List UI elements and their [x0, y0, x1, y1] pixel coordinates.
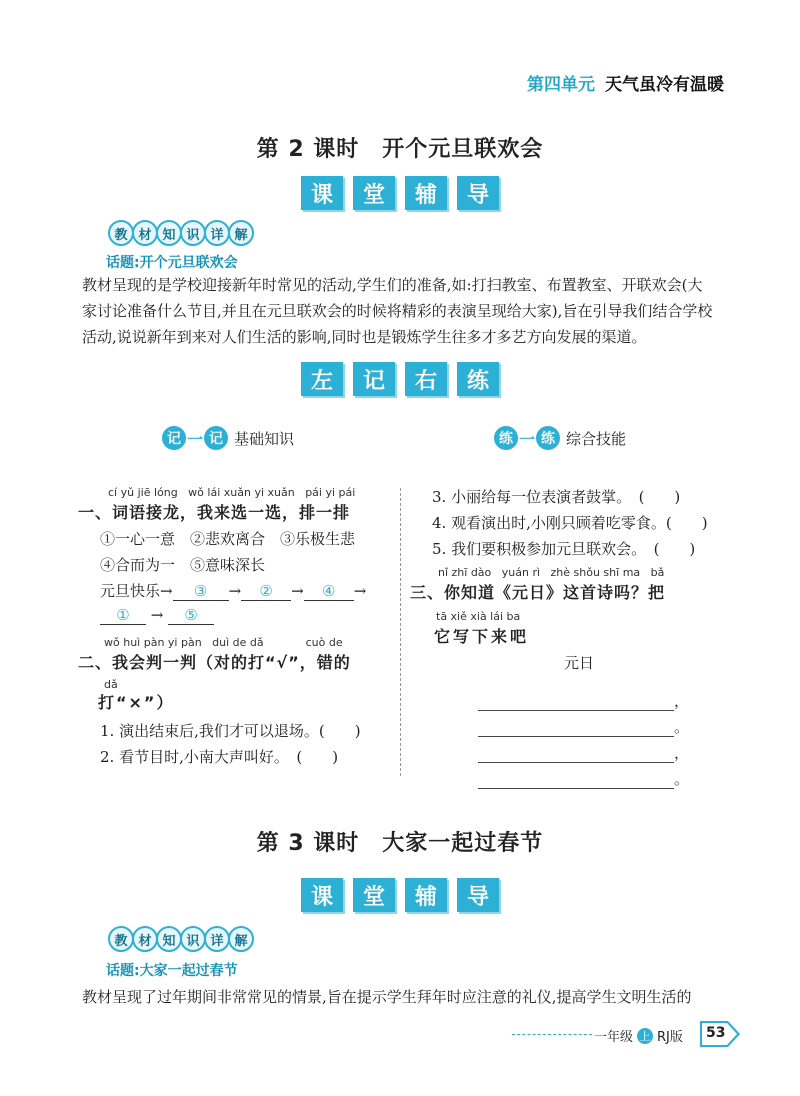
banner-char: 右: [405, 362, 447, 396]
left-column-label: 基础知识: [234, 429, 295, 448]
poem-line-4[interactable]: [478, 768, 689, 789]
banner-char: 堂: [353, 176, 395, 210]
paragraph-line: 活动,说说新年到来对人们生活的影响,同时也是锻炼学生往多才多艺方向发展的渠道。: [82, 328, 647, 346]
poem-line-1[interactable]: [478, 690, 689, 711]
page-number-text: 53: [706, 1025, 726, 1041]
banner-char: 左: [301, 362, 343, 396]
unit-title: 天气虽冷有温暖: [605, 75, 724, 95]
badge-char: 材: [132, 926, 158, 952]
footer-dash-line: [512, 1034, 592, 1035]
badge-char: 记: [204, 426, 228, 450]
lesson3-paragraph: 教材呈现了过年期间非常常见的情景,旨在提示学生拜年时应注意的礼仪,提高学生文明生活的: [82, 988, 692, 1006]
unit-number: 第四单元: [527, 75, 595, 95]
grade-label: 一年级: [594, 1030, 634, 1045]
lesson2-title: 第 2 课时 开个元旦联欢会: [256, 137, 544, 162]
banner-char: 练: [457, 362, 499, 396]
q2-item: 1. 演出结束后,我们才可以退场。( ): [100, 722, 361, 740]
right-column-label: 综合技能: [566, 429, 627, 448]
poem-punct: 。: [674, 770, 690, 788]
q3-heading: 三、你知道《元日》这首诗吗？把: [410, 583, 666, 602]
badge-char: 知: [156, 926, 182, 952]
poem-punct: ，: [674, 744, 690, 762]
badge-dash: 一: [187, 429, 204, 449]
q1-options-line2: ④合而为一 ⑤意味深长: [100, 556, 266, 574]
banner-char: 导: [457, 176, 499, 210]
badge-char: 解: [228, 926, 254, 952]
column-divider: [400, 488, 401, 776]
banner-char: 辅: [405, 878, 447, 912]
badge-char: 详: [204, 220, 230, 246]
write-line[interactable]: [478, 788, 674, 789]
q2-pinyin2: dǎ: [104, 678, 118, 691]
badge-char: 练: [494, 426, 518, 450]
paragraph-line: 教材呈现的是学校迎接新年时常见的活动,学生们的准备,如:打扫教室、布置教室、开联欢会(大: [82, 276, 703, 294]
section-badge: [108, 926, 252, 952]
badge-char: 记: [162, 426, 186, 450]
answer-blank[interactable]: ③: [173, 582, 229, 601]
q1-chain-row2: ① → ⑤: [100, 606, 214, 625]
badge-char: 详: [204, 926, 230, 952]
banner-char: 导: [457, 878, 499, 912]
q2-pinyin: wǒ huì pàn yi pàn duì de dǎ cuò de: [104, 636, 343, 649]
answer-blank[interactable]: ②: [241, 582, 291, 601]
page-number: [700, 1021, 740, 1047]
q2-heading2: 打“×”）: [98, 693, 175, 712]
banner-char: 辅: [405, 176, 447, 210]
banner-char: 堂: [353, 878, 395, 912]
q2-item: 2. 看节目时,小南大声叫好。 ( ): [100, 748, 339, 766]
answer-blank[interactable]: ⑤: [168, 606, 214, 625]
lesson2-paragraph: [82, 272, 724, 350]
q1-heading: 一、词语接龙，我来选一选，排一排: [78, 503, 351, 522]
lesson3-topic: 话题:大家一起过春节: [106, 963, 238, 979]
section-badge: [108, 220, 252, 246]
q1-pinyin: cí yǔ jiē lóng wǒ lái xuǎn yi xuǎn pái yi pái: [108, 486, 356, 499]
left-column-badge: [162, 426, 294, 450]
badge-char: 识: [180, 220, 206, 246]
lesson2-topic: 话题:开个元旦联欢会: [106, 255, 238, 271]
footer-grade: [594, 1026, 683, 1045]
write-line[interactable]: [478, 736, 674, 737]
badge-char: 教: [108, 926, 134, 952]
poem-line-2[interactable]: [478, 716, 689, 737]
badge-char: 教: [108, 220, 134, 246]
badge-char: 材: [132, 220, 158, 246]
banner-char: 课: [301, 878, 343, 912]
unit-header: [527, 70, 724, 95]
chain-start: 元旦快乐→: [100, 582, 173, 600]
lesson3-title: 第 3 课时 大家一起过春节: [256, 831, 544, 856]
write-line[interactable]: [478, 710, 674, 711]
q3-heading2: 它写下来吧: [434, 627, 530, 646]
q3-pinyin2: tā xiě xià lái ba: [436, 610, 521, 623]
q3-pinyin: nǐ zhī dào yuán rì zhè shǒu shī ma bǎ: [438, 566, 665, 579]
q1-chain-row1: 元旦快乐→ ③ → ② → ④ →: [100, 582, 367, 600]
badge-dash: 一: [519, 429, 536, 449]
write-line[interactable]: [478, 762, 674, 763]
lesson3-banner: [0, 878, 800, 912]
lesson2-banner: [0, 176, 800, 210]
badge-char: 知: [156, 220, 182, 246]
practice-banner: [0, 362, 800, 396]
poem-punct: 。: [674, 718, 690, 736]
poem-punct: ，: [674, 692, 690, 710]
badge-char: 练: [536, 426, 560, 450]
q2-item: 5. 我们要积极参加元旦联欢会。 ( ): [432, 540, 696, 558]
banner-char: 记: [353, 362, 395, 396]
answer-blank[interactable]: ①: [100, 606, 146, 625]
edition-label: RJ版: [657, 1030, 683, 1045]
answer-blank[interactable]: ④: [304, 582, 354, 601]
poem-title: 元日: [564, 654, 595, 672]
q2-heading: 二、我会判一判（对的打“√”，错的: [78, 653, 351, 672]
q2-item: 3. 小丽给每一位表演者鼓掌。 ( ): [432, 488, 681, 506]
poem-line-3[interactable]: [478, 742, 689, 763]
right-column-badge: [494, 426, 626, 450]
banner-char: 课: [301, 176, 343, 210]
badge-char: 识: [180, 926, 206, 952]
term-badge: 上: [637, 1028, 653, 1044]
q1-options-line1: ①一心一意 ②悲欢离合 ③乐极生悲: [100, 530, 356, 548]
paragraph-line: 家讨论准备什么节目,并且在元旦联欢会的时候将精彩的表演呈现给大家),旨在引导我们结合学校: [82, 302, 713, 320]
q2-item: 4. 观看演出时,小刚只顾着吃零食。( ): [432, 514, 708, 532]
badge-char: 解: [228, 220, 254, 246]
